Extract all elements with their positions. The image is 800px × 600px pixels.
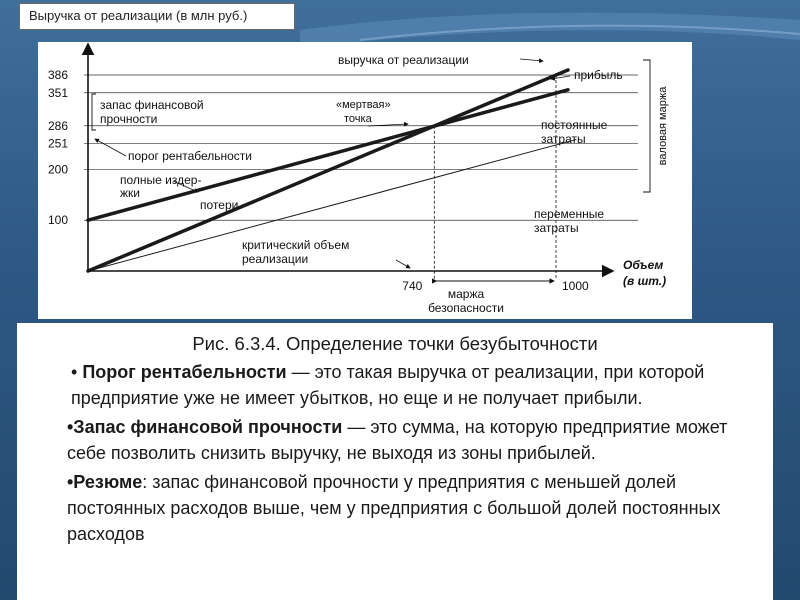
label-revenue: выручка от реализации: [338, 53, 469, 67]
label-total-2: жки: [120, 186, 140, 200]
label-margin-1: маржа: [447, 287, 485, 301]
figure-caption: Рис. 6.3.4. Определение точки безубыточности: [192, 333, 598, 354]
label-safety-2: прочности: [100, 112, 158, 126]
term-threshold: Порог рентабельности: [82, 362, 287, 382]
definition-safety: — это сумма, на которую предприятие может себе позволить снизить выручку, не выходя из зоны прибылей.: [67, 417, 728, 463]
label-fixed-2: затраты: [541, 132, 586, 146]
label-threshold: порог рентабельности: [128, 149, 253, 163]
arrow-threshold: [95, 139, 126, 156]
label-variable-2: затраты: [534, 221, 579, 235]
label-gross-margin: валовая маржа: [657, 86, 669, 166]
label-fixed-1: постоянные: [541, 118, 608, 132]
arrow-revenue: [520, 59, 543, 61]
paragraph-threshold: [27, 359, 763, 411]
label-margin-2: безопасности: [428, 301, 504, 315]
paragraph-safety: [27, 414, 763, 466]
label-variable-1: переменные: [534, 207, 604, 221]
y-tick-label: 386: [48, 68, 69, 82]
x-tick-label: 1000: [562, 279, 589, 293]
label-critical-1: критический объем: [242, 238, 350, 252]
paragraph-summary: [27, 469, 763, 547]
y-tick-label: 286: [48, 118, 69, 133]
slide-title: Выручка от реализации (в млн руб.): [19, 3, 295, 30]
bullet: •: [71, 362, 78, 382]
gross-margin-bracket: [643, 60, 650, 192]
y-tick-label: 351: [48, 85, 69, 100]
chart-panel: [38, 42, 692, 319]
label-losses: потери: [200, 198, 239, 212]
term-summary: •Резюме: [67, 472, 143, 492]
definition-summary: : запас финансовой прочности у предприятия с меньшей долей постоянных расходов выше, чем у предприятия с большой долей постоянных расходов: [67, 472, 721, 544]
x-axis-label-unit: (в шт.): [623, 274, 667, 288]
label-profit: прибыль: [574, 68, 623, 82]
label-dead-1: «мертвая»: [336, 99, 391, 111]
y-tick-label: 100: [48, 213, 69, 228]
y-tick-label: 251: [48, 136, 69, 151]
breakeven-chart: [38, 42, 692, 319]
label-safety-1: запас финансовой: [100, 98, 204, 112]
x-tick-label: 740: [402, 279, 423, 293]
safety-bracket: [92, 94, 96, 130]
arrow-critical: [396, 260, 410, 268]
label-dead-2: точка: [344, 113, 372, 125]
label-total-1: полные издер-: [120, 173, 202, 187]
text-panel: [17, 323, 773, 600]
label-critical-2: реализации: [242, 252, 309, 266]
y-tick-label: 200: [48, 162, 69, 177]
definition-threshold: — это такая выручка от реализации, при которой предприятие уже не имеет убытков, но еще и не получает прибыли.: [71, 362, 705, 408]
term-safety: •Запас финансовой прочности: [67, 417, 343, 437]
x-axis-label: Объем: [623, 258, 664, 272]
